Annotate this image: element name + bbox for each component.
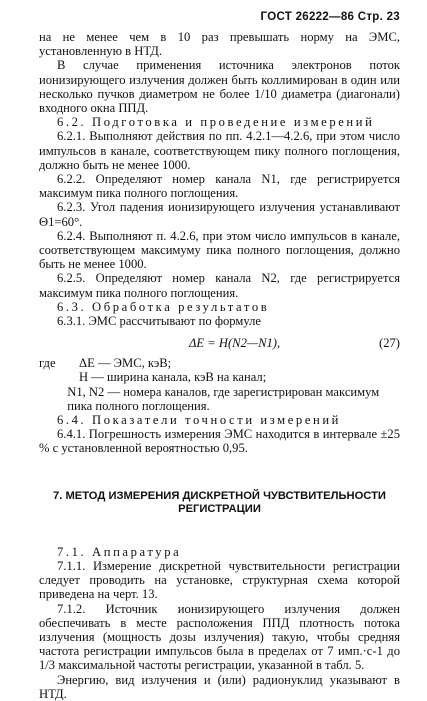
where-item: N1, N2 — номера каналов, где зарегистрирован максимум пика полного поглощения. [67,384,380,413]
paragraph: 6.3.1. ЭМС рассчитывают по формуле [57,314,261,329]
section-heading: 6.3. Обработка результатов [57,299,270,314]
where-list [39,356,400,413]
formula-block [39,332,400,354]
section-heading: 7.1. Аппаратура [57,544,182,559]
paragraph: Энергию, вид излучения и (или) радионуклид указывают в НТД. [39,672,400,701]
paragraph: 6.2.5. Определяют номер канала N2, где регистрируется максимум пика полного поглощения. [39,271,400,300]
where-item: H — ширина канала, кэВ на канал; [79,370,267,385]
paragraph: 6.2.3. Угол падения ионизирующего излучения устанавливают Θ1=60°. [39,200,400,229]
formula-number: (27) [379,336,400,351]
chapter-title: 7. МЕТОД ИЗМЕРЕНИЯ ДИСКРЕТНОЙ ЧУВСТВИТЕЛЬНОСТИ РЕГИСТРАЦИИ [53,489,386,516]
paragraph: 6.2.4. Выполняют п. 4.2.6, при этом число импульсов в канале, соответствующем максимуму пика полного поглощения, должно быть не менее 1000. [39,228,400,272]
paragraph: 6.4.1. Погрешность измерения ЭМС находится в интервале ±25 % с установленной вероятностью 0,95. [39,427,400,456]
where-item: ΔE — ЭМС, кэВ; [79,356,172,371]
paragraph: на не менее чем в 10 раз превышать норму на ЭМС, установленную в НТД. [39,30,400,59]
formula: ΔE = H(N2—N1), [189,336,281,351]
paragraph: 6.2.1. Выполняют действия по пп. 4.2.1—4.2.6, при этом число импульсов в канале, соответствующем пику полного поглощения, должно быть не менее 1000. [39,129,400,172]
section-heading: 6.2. Подготовка и проведение измерений [57,115,375,130]
section-heading: 6.4. Показатели точности измерений [57,413,342,428]
paragraph: 7.1.1. Измерение дискретной чувствительности регистрации следует проводить на установке, структурная схема которой приведена на черт. 13. [39,558,400,602]
paragraph: 7.1.2. Источник ионизирующего излучения должен обеспечивать в месте расположения ППД плотность потока излучения (мощность дозы излучения) такую, чтобы средняя частота регистрации импульсов была в пределах от 7 имп.·с-1 до 1/3 максимальной частоты регистрации, указанной в табл. 5. [39,601,400,673]
where-label: где [39,356,56,371]
paragraph: В случае применения источника электронов поток ионизирующего излучения должен быть коллимирован в один или несколько пучков диаметром не более 1/10 диаметра (диагонали) входного окна ППД. [39,58,400,116]
paragraph: 6.2.2. Определяют номер канала N1, где регистрируется максимум пика полного поглощения. [39,172,400,201]
document-page [39,10,400,701]
page-header: ГОСТ 26222—86 Стр. 23 [260,11,400,23]
